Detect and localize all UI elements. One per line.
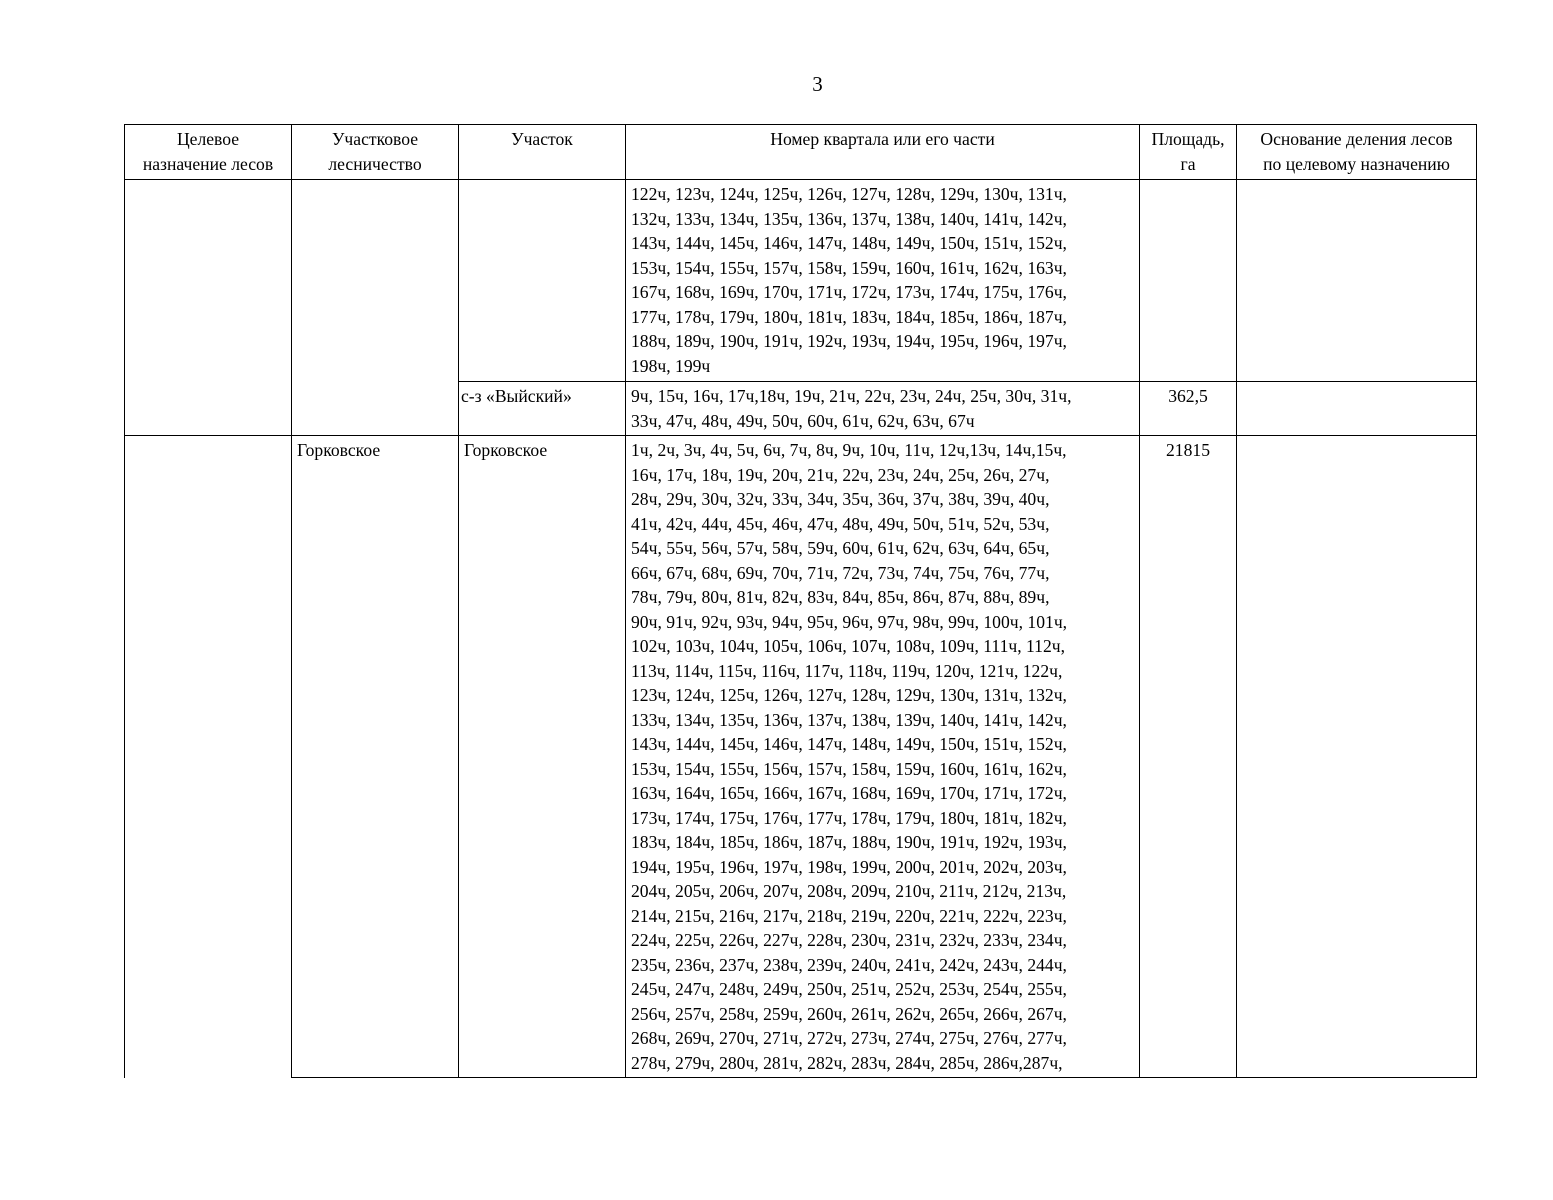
quarters-line: 113ч, 114ч, 115ч, 116ч, 117ч, 118ч, 119ч, 120ч, 121ч, 122ч,: [631, 660, 1063, 681]
quarters-line: 66ч, 67ч, 68ч, 69ч, 70ч, 71ч, 72ч, 73ч, 74ч, 75ч, 76ч, 77ч,: [631, 562, 1050, 583]
cell-area: 21815: [1140, 436, 1237, 1078]
header-basis-line-1: Основание деления лесов: [1260, 129, 1453, 149]
quarters-line: 188ч, 189ч, 190ч, 191ч, 192ч, 193ч, 194ч, 195ч, 196ч, 197ч,: [631, 331, 1067, 351]
forest-purpose-table: [124, 124, 1477, 1078]
quarters-line: 194ч, 195ч, 196ч, 197ч, 198ч, 199ч, 200ч, 201ч, 202ч, 203ч,: [631, 856, 1067, 877]
quarters-line: 153ч, 154ч, 155ч, 157ч, 158ч, 159ч, 160ч, 161ч, 162ч, 163ч,: [631, 257, 1067, 278]
quarters-line: 54ч, 55ч, 56ч, 57ч, 58ч, 59ч, 60ч, 61ч, 62ч, 63ч, 64ч, 65ч,: [631, 538, 1050, 558]
quarters-line: 90ч, 91ч, 92ч, 93ч, 94ч, 95ч, 96ч, 97ч, 98ч, 99ч, 100ч, 101ч,: [631, 611, 1068, 632]
header-area-line-2: га: [1180, 153, 1196, 174]
header-district-line-1: Участковое: [331, 129, 419, 149]
quarters-line: 143ч, 144ч, 145ч, 146ч, 147ч, 148ч, 149ч, 150ч, 151ч, 152ч,: [631, 734, 1067, 754]
cell-basis: [1237, 382, 1477, 436]
header-section: [459, 125, 626, 180]
cell-area: 362,5: [1140, 382, 1237, 436]
cell-section: с-з «Выйский»: [459, 382, 626, 436]
header-district-line-2: лесничество: [328, 153, 422, 174]
header-area: [1140, 125, 1237, 180]
quarters-line: 41ч, 42ч, 44ч, 45ч, 46ч, 47ч, 48ч, 49ч, 50ч, 51ч, 52ч, 53ч,: [631, 513, 1050, 534]
quarters-line: 132ч, 133ч, 134ч, 135ч, 136ч, 137ч, 138ч, 140ч, 141ч, 142ч,: [631, 208, 1067, 229]
page-number: 3: [812, 72, 823, 96]
cell-purpose: [125, 180, 292, 382]
quarters-line: 78ч, 79ч, 80ч, 81ч, 82ч, 83ч, 84ч, 85ч, 86ч, 87ч, 88ч, 89ч,: [631, 587, 1050, 607]
table-header-row: [125, 125, 1477, 180]
cell-district: [292, 180, 459, 382]
header-area-line-1: Площадь,: [1151, 129, 1225, 149]
quarters-line: 256ч, 257ч, 258ч, 259ч, 260ч, 261ч, 262ч, 265ч, 266ч, 267ч,: [631, 1003, 1067, 1024]
cell-quarters: [626, 436, 1140, 1078]
cell-basis: [1237, 180, 1477, 382]
quarters-line: 143ч, 144ч, 145ч, 146ч, 147ч, 148ч, 149ч, 150ч, 151ч, 152ч,: [631, 233, 1067, 253]
quarters-line: 9ч, 15ч, 16ч, 17ч,18ч, 19ч, 21ч, 22ч, 23ч, 24ч, 25ч, 30ч, 31ч,: [631, 386, 1072, 406]
quarters-line: 204ч, 205ч, 206ч, 207ч, 208ч, 209ч, 210ч, 211ч, 212ч, 213ч,: [631, 881, 1067, 901]
header-basis-line-2: по целевому назначению: [1263, 153, 1450, 174]
cell-purpose: [125, 382, 292, 436]
quarters-line: 268ч, 269ч, 270ч, 271ч, 272ч, 273ч, 274ч, 275ч, 276ч, 277ч,: [631, 1028, 1067, 1048]
quarters-line: 173ч, 174ч, 175ч, 176ч, 177ч, 178ч, 179ч, 180ч, 181ч, 182ч,: [631, 807, 1067, 828]
header-basis: [1237, 125, 1477, 180]
quarters-line: 177ч, 178ч, 179ч, 180ч, 181ч, 183ч, 184ч, 185ч, 186ч, 187ч,: [631, 306, 1067, 327]
quarters-line: 183ч, 184ч, 185ч, 186ч, 187ч, 188ч, 190ч, 191ч, 192ч, 193ч,: [631, 832, 1067, 852]
table-row: [125, 436, 1477, 1078]
header-purpose: [125, 125, 292, 180]
quarters-line: 224ч, 225ч, 226ч, 227ч, 228ч, 230ч, 231ч, 232ч, 233ч, 234ч,: [631, 930, 1067, 950]
quarters-line: 163ч, 164ч, 165ч, 166ч, 167ч, 168ч, 169ч, 170ч, 171ч, 172ч,: [631, 783, 1067, 803]
header-district: [292, 125, 459, 180]
header-section-line-1: Участок: [511, 129, 573, 149]
cell-quarters: [626, 382, 1140, 436]
quarters-line: 214ч, 215ч, 216ч, 217ч, 218ч, 219ч, 220ч, 221ч, 222ч, 223ч,: [631, 905, 1067, 926]
quarters-line: 122ч, 123ч, 124ч, 125ч, 126ч, 127ч, 128ч, 129ч, 130ч, 131ч,: [631, 184, 1067, 204]
header-purpose-line-1: Целевое: [176, 129, 240, 149]
table-row: [125, 382, 1477, 436]
header-quarters-line-1: Номер квартала или его части: [770, 129, 995, 149]
quarters-line: 133ч, 134ч, 135ч, 136ч, 137ч, 138ч, 139ч, 140ч, 141ч, 142ч,: [631, 709, 1067, 730]
quarters-line: 153ч, 154ч, 155ч, 156ч, 157ч, 158ч, 159ч, 160ч, 161ч, 162ч,: [631, 758, 1067, 779]
quarters-line: 198ч, 199ч: [631, 355, 711, 376]
quarters-line: 102ч, 103ч, 104ч, 105ч, 106ч, 107ч, 108ч, 109ч, 111ч, 112ч,: [631, 636, 1066, 656]
quarters-line: 16ч, 17ч, 18ч, 19ч, 20ч, 21ч, 22ч, 23ч, 24ч, 25ч, 26ч, 27ч,: [631, 464, 1050, 485]
cell-district: [292, 382, 459, 436]
quarters-line: 245ч, 247ч, 248ч, 249ч, 250ч, 251ч, 252ч, 253ч, 254ч, 255ч,: [631, 979, 1067, 999]
quarters-line: 167ч, 168ч, 169ч, 170ч, 171ч, 172ч, 173ч, 174ч, 175ч, 176ч,: [631, 282, 1067, 302]
cell-district: Горковское: [292, 436, 459, 1078]
cell-basis: [1237, 436, 1477, 1078]
quarters-line: 235ч, 236ч, 237ч, 238ч, 239ч, 240ч, 241ч, 242ч, 243ч, 244ч,: [631, 954, 1067, 975]
table-row: [125, 180, 1477, 382]
cell-purpose: [125, 436, 292, 1078]
header-purpose-line-2: назначение лесов: [142, 153, 274, 174]
header-quarters: [626, 125, 1140, 180]
quarters-line: 28ч, 29ч, 30ч, 32ч, 33ч, 34ч, 35ч, 36ч, 37ч, 38ч, 39ч, 40ч,: [631, 489, 1050, 509]
quarters-line: 33ч, 47ч, 48ч, 49ч, 50ч, 60ч, 61ч, 62ч, 63ч, 67ч: [631, 410, 975, 431]
cell-quarters: [626, 180, 1140, 382]
cell-area: [1140, 180, 1237, 382]
quarters-line: 123ч, 124ч, 125ч, 126ч, 127ч, 128ч, 129ч, 130ч, 131ч, 132ч,: [631, 685, 1067, 705]
quarters-line: 1ч, 2ч, 3ч, 4ч, 5ч, 6ч, 7ч, 8ч, 9ч, 10ч, 11ч, 12ч,13ч, 14ч,15ч,: [631, 440, 1067, 460]
cell-section: [459, 180, 626, 382]
quarters-line: 278ч, 279ч, 280ч, 281ч, 282ч, 283ч, 284ч, 285ч, 286ч,287ч,: [631, 1052, 1063, 1073]
cell-section: Горковское: [459, 436, 626, 1078]
